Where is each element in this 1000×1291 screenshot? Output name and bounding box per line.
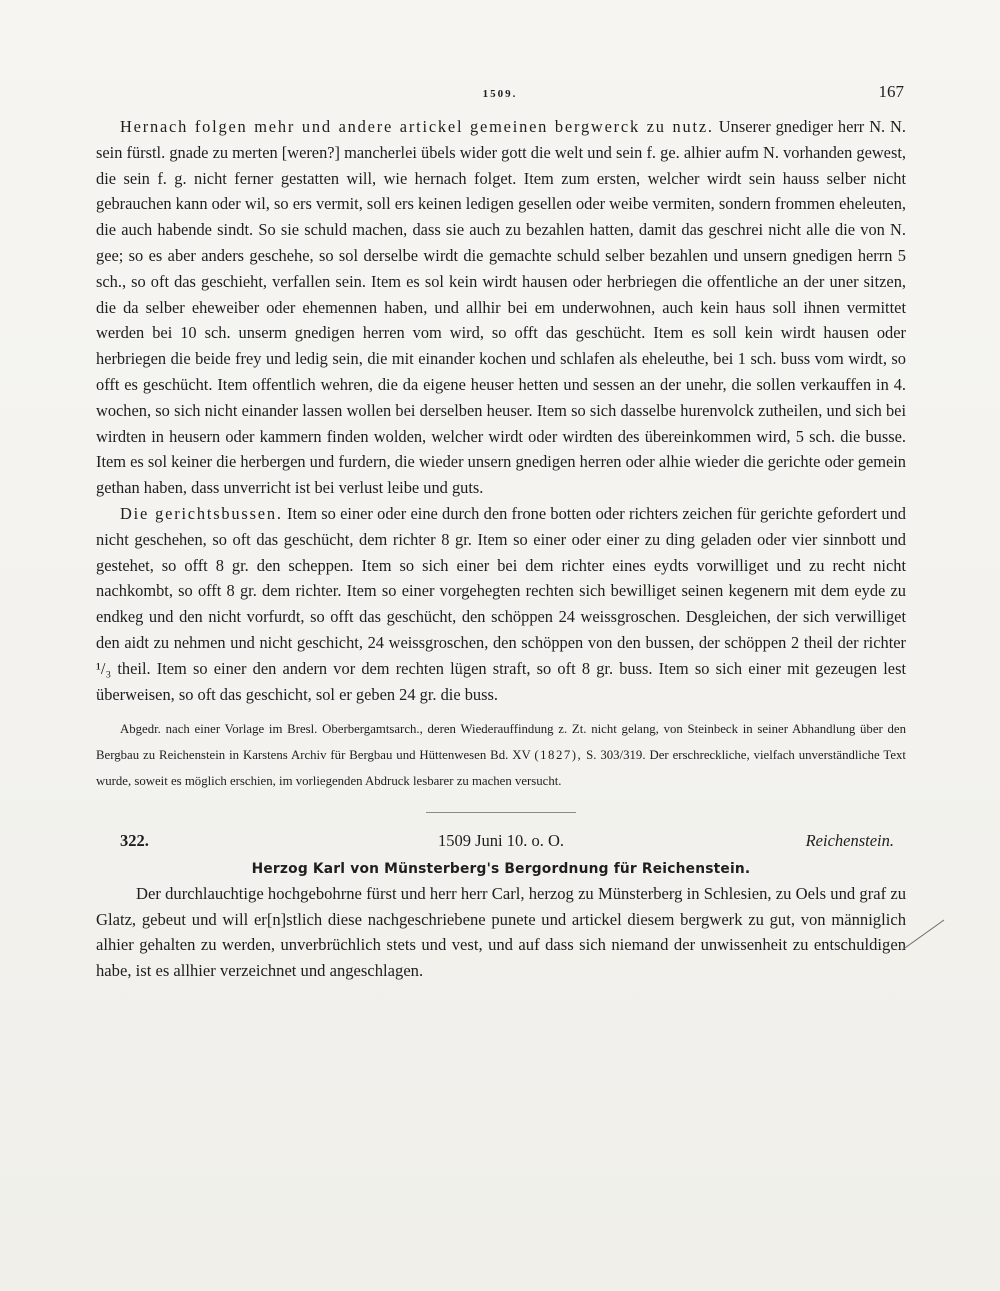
source-note-start: Abgedr. nach einer Vorlage im Bresl. Oberbergamtsarch., deren Wiederauffindung z. Zt. nicht gelang, von Steinbeck in seiner Abhandlung über den Bergbau zu Reichenstein in Karstens Archiv für Bergbau und Hüttenwesen Bd. XV	[96, 722, 906, 762]
court-fines-text: Item so einer oder eine durch den frone botten oder richters zeichen für gerichte gefordert und nicht geschehen, so oft das geschücht, dem richter 8 gr. Item so einer oder einer zu ding geladen oder vier sinnbott und gestehet, so offt 8 gr. den scheppen. Item so sich einer bei dem richter eines eydts vorwilliget und zu recht nicht nachkombt, so offt 8 gr. dem richter. Item so einer vorgehegten rechten sich bewilliget seinen kegenern mit dem eyde zu endkeg und den nicht vorfurdt, so offt das geschücht, den schöppen 24 weissgroschen. Desgleichen, der sich verwilliget den aidt zu nehmen und nicht geschicht, 24 weissgroschen, den schöppen von den bussen, der schöppen 2 theil der richter ¹/₃ theil. Item so einer den andern vor dem rechten lügen straft, so oft 8 gr. buss. Item so sich einer mit gezeugen lest überweisen, so oft das geschicht, sol er geben 24 gr. die buss.	[96, 503, 906, 704]
ordinance-paragraph: Der durchlauchtige hochgebohrne fürst und herr herr Carl, herzog zu Münsterberg in Schlesien, zu Oels und graf zu Glatz, gebeut und will er[n]stlich diese nachgeschriebene punete und artickel diesem bergwerk zu gut, von männiglich alhier gehalten zu werden, unverbrüchlich stets und vest, und auf dass sich niemand der unwissenheit zu entschuldigen habe, ist es allhier verzeichnet und angeschlagen.	[96, 884, 906, 980]
text-block	[96, 114, 906, 983]
source-note-year: (1827),	[534, 747, 583, 762]
document-title: Herzog Karl von Münsterberg's Bergordnung für Reichenstein.	[251, 861, 751, 878]
source-note-end: S. 303/319. Der erschreckliche, vielfach unverständliche Text wurde, soweit es möglich erschien, im vorliegenden Abdruck lesbarer zu machen versucht.	[96, 747, 906, 788]
document-date: 1509 Juni 10. o. O.	[437, 831, 565, 851]
articles-text: Unserer gnediger herr N. N. sein fürstl. gnade zu merten [weren?] mancherlei übels wider gott die welt und sein f. ge. alhier aufm N. vorhanden gewest, die sein f. g. nicht ferner gestatten will, wie hernach folget. Item zum ersten, welcher wirdt sein hauss selber nicht gebrauchen kann oder wil, so ers vermit, soll ers keinen ledigen gesellen oder weibe vermiten, sondern frommen eheleuten, die auch habende sindt. So sie schuld machen, dass sie auch zu bezahlen hatten, damit das geschrei nicht alle die von N. gee; so es aber anders geschehe, so sol derselbe wirdt die gemachte schuld selber bezahlen und unsern gnedigen herrn 5 sch., so oft das geschieht, verfallen sein. Item es sol kein wirdt hausen oder herbriegen die offentliche an der uner sitzen, die da selber eheweiber oder ehemennen haben, und allhir bei em underwohnen, auch kein haus soll ihnen vermittet werden bei 10 sch. unserm gnedigen herren vom wird, so offt das geschücht. Item es soll kein wirdt hausen oder herbriegen die beide frey und ledig sein, die mit einander kochen und schlafen als eheleuthe, bei 1 sch. buss vom wirdt, so offt es geschücht. Item offentlich wehren, die da eigene heuser hetten und sessen an der unehr, die sollen verkauffen in 4. wochen, so sich nicht einander lassen wollen bei derselben heuser. Item so sich dasselbe hurenvolck zutheilen, und sich bei wirdten in heusern oder kammern finden wolden, welcher wirdt oder wirdten des übereinkommen wird, 5 sch. die busse. Item es sol keiner die herbergen und furdern, die wieder unsern gnedigen herren oder alhie wieder die gerichte oder gemein gethan haben, dass unverricht ist bei verlust leibe und guts.	[96, 117, 906, 498]
document-header	[96, 831, 906, 855]
articles-paragraph	[96, 114, 906, 501]
header-year: 1509.	[482, 88, 518, 100]
page-number: 167	[878, 82, 904, 101]
source-note	[96, 717, 906, 794]
pencil-margin-mark	[900, 918, 946, 952]
court-fines-heading: Die gerichtsbussen.	[120, 503, 283, 523]
articles-intro: Hernach folgen mehr und andere artickel gemeinen bergwerck zu nutz.	[120, 117, 714, 136]
section-divider	[426, 812, 576, 813]
court-fines-paragraph	[96, 501, 906, 707]
document-place: Reichenstein.	[805, 831, 894, 851]
running-header	[96, 82, 904, 104]
document-number: 322.	[120, 831, 149, 851]
